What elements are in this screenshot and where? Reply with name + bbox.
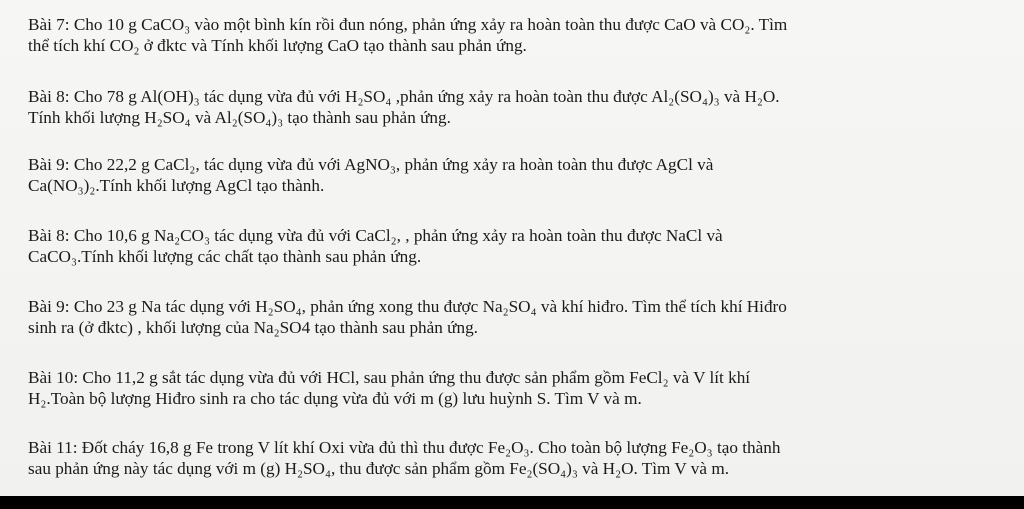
exercise-10 xyxy=(28,367,1018,409)
exercise-line: sinh ra (ở đktc) , khối lượng của Na₂SO4 tạo thành sau phản ứng. xyxy=(28,318,478,337)
exercise-9 xyxy=(28,154,1018,196)
exercise-8 xyxy=(28,86,1018,128)
exercise-line: H₂.Toàn bộ lượng Hiđro sinh ra cho tác dụng vừa đủ với m (g) lưu huỳnh S. Tìm V và m. xyxy=(28,389,642,408)
exercise-line: CaCO₃.Tính khối lượng các chất tạo thành sau phản ứng. xyxy=(28,247,422,266)
exercise-line: Ca(NO₃)₂.Tính khối lượng AgCl tạo thành. xyxy=(28,176,325,195)
exercise-line: Bài 10: Cho 11,2 g sắt tác dụng vừa đủ với HCl, sau phản ứng thu được sản phẩm gồm FeCl₂ và V lít khí xyxy=(28,368,751,387)
exercise-line: Bài 9: Cho 23 g Na tác dụng với H₂SO₄, phản ứng xong thu được Na₂SO₄ và khí hiđro. Tìm thể tích khí Hiđro xyxy=(28,297,787,316)
exercise-line: thể tích khí CO₂ ở đktc và Tính khối lượng CaO tạo thành sau phản ứng. xyxy=(28,36,527,55)
exercise-line: Bài 9: Cho 22,2 g CaCl₂, tác dụng vừa đủ với AgNO₃, phản ứng xảy ra hoàn toàn thu được AgCl và xyxy=(28,155,714,174)
exercise-7 xyxy=(28,14,1018,56)
exercise-line: Tính khối lượng H₂SO₄ và Al₂(SO₄)₃ tạo thành sau phản ứng. xyxy=(28,108,451,127)
exercise-line: Bài 8: Cho 78 g Al(OH)₃ tác dụng vừa đủ với H₂SO₄ ,phản ứng xảy ra hoàn toàn thu được Al₂(SO₄)₃ và H₂O. xyxy=(28,87,780,106)
exercise-line: sau phản ứng này tác dụng với m (g) H₂SO₄, thu được sản phẩm gồm Fe₂(SO₄)₃ và H₂O. Tìm V và m. xyxy=(28,459,729,478)
exercise-line: Bài 7: Cho 10 g CaCO₃ vào một bình kín rồi đun nóng, phản ứng xảy ra hoàn toàn thu được CaO và CO₂. Tìm xyxy=(28,15,788,34)
bottom-black-bar xyxy=(0,496,1024,509)
exercise-line: Bài 8: Cho 10,6 g Na₂CO₃ tác dụng vừa đủ với CaCl₂, , phản ứng xảy ra hoàn toàn thu được NaCl và xyxy=(28,226,723,245)
exercise-8-second xyxy=(28,225,1018,267)
exercise-11 xyxy=(28,437,1018,479)
exercise-line: Bài 11: Đốt cháy 16,8 g Fe trong V lít khí Oxi vừa đủ thì thu được Fe₂O₃. Cho toàn bộ lượng Fe₂O₃ tạo thành xyxy=(28,438,781,457)
exercise-9-second xyxy=(28,296,1018,338)
